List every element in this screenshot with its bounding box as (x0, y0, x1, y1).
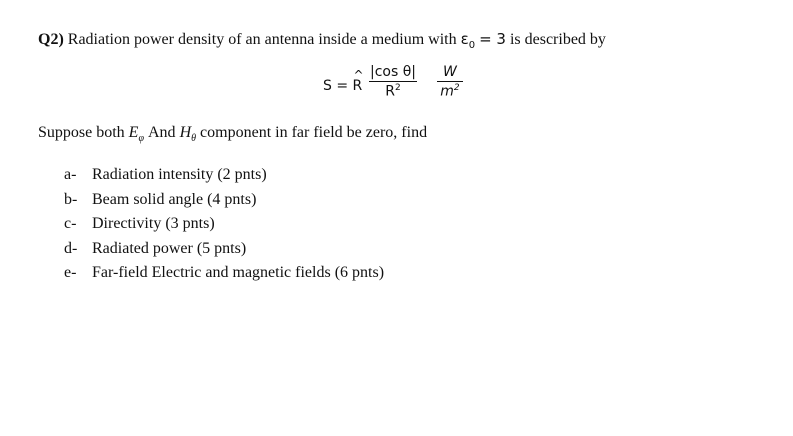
suppose-statement (38, 124, 427, 144)
phi-subscript: φ (138, 133, 144, 145)
theta-subscript: θ (191, 133, 197, 145)
item-text: Directivity (3 pnts) (92, 215, 215, 232)
fraction-numerator: |cos θ| (370, 64, 417, 80)
item-marker: a- (64, 166, 77, 183)
question-text-after: is described by (509, 31, 606, 48)
item-text: Far-field Electric and magnetic fields (6 pnts) (92, 264, 385, 281)
item-marker: c- (64, 215, 77, 232)
list-item (64, 240, 384, 265)
unit-vector-letter: R (352, 78, 363, 94)
question-label: Q2) (38, 31, 64, 48)
item-text: Radiated power (5 pnts) (92, 239, 247, 257)
epsilon-subscript: 0 (468, 40, 476, 51)
item-marker: e- (64, 264, 77, 281)
denominator-exponent: 2 (395, 83, 401, 93)
question-text-before: Radiation power density of an antenna inside a medium with (67, 31, 457, 48)
formula-lhs (323, 68, 364, 94)
unit-denominator (437, 82, 463, 100)
item-marker: b- (64, 190, 78, 208)
suppose-text-end: component in far field be zero, find (200, 124, 428, 141)
epsilon-symbol: ε (460, 30, 469, 48)
h-letter: H (179, 124, 192, 141)
item-marker: d- (64, 239, 78, 257)
e-letter: E (128, 124, 139, 141)
sub-question-list (64, 166, 384, 289)
unit-denominator-exponent: 2 (453, 83, 460, 93)
question-statement (38, 30, 606, 51)
list-item (64, 166, 384, 191)
fraction-denominator (369, 82, 417, 100)
formula-s-equals: S = (323, 78, 353, 94)
r-hat-unit-vector (352, 68, 364, 94)
and-word: And (148, 124, 176, 141)
h-theta-symbol (179, 124, 197, 145)
suppose-text-start: Suppose both (38, 124, 125, 141)
unit-denominator-base: m (440, 83, 454, 100)
item-text: Beam solid angle (4 pnts) (92, 190, 257, 208)
list-item (64, 264, 384, 289)
denominator-base: R (385, 83, 395, 100)
unit-fraction (437, 64, 463, 100)
hat-accent: ^ (353, 68, 364, 82)
item-text: Radiation intensity (2 pnts) (92, 166, 267, 183)
unit-numerator: W (437, 64, 463, 82)
e-phi-symbol (128, 124, 144, 145)
cos-theta-fraction (369, 64, 417, 100)
epsilon-value: = 3 (479, 30, 506, 48)
list-item (64, 191, 384, 216)
list-item (64, 215, 384, 240)
epsilon-zero (460, 30, 476, 51)
